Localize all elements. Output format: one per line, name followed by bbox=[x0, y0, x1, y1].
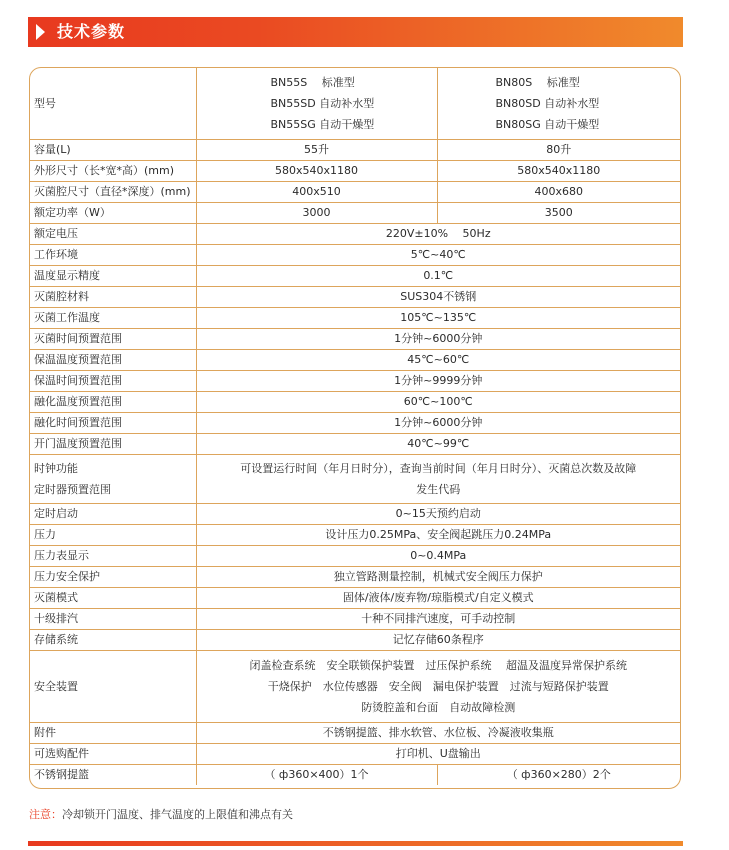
row-label: 融化温度预置范围 bbox=[30, 392, 196, 413]
table-row bbox=[30, 161, 680, 182]
row-label: 定时启动 bbox=[30, 504, 196, 525]
table-row bbox=[30, 609, 680, 630]
row-label: 保温温度预置范围 bbox=[30, 350, 196, 371]
row-value: SUS304不锈钢 bbox=[196, 287, 680, 308]
row-value: 打印机、U盘输出 bbox=[196, 744, 680, 765]
row-value bbox=[196, 651, 680, 723]
row-label: 十级排汽 bbox=[30, 609, 196, 630]
row-label: 容量(L) bbox=[30, 140, 196, 161]
section-title: 技术参数 bbox=[57, 22, 126, 41]
timer-label: 定时器预置范围 bbox=[34, 483, 111, 496]
row-value: 220V±10% 50Hz bbox=[196, 224, 680, 245]
model-list-left bbox=[196, 68, 437, 140]
clock-label: 时钟功能 bbox=[34, 462, 78, 475]
row-value-right: （ ф360×280）2个 bbox=[506, 768, 611, 781]
model-item: BN80SG 自动干燥型 bbox=[495, 118, 600, 131]
model-item: BN80S 标准型 bbox=[495, 76, 580, 89]
spec-table bbox=[30, 68, 680, 785]
row-value: 记忆存储60条程序 bbox=[196, 630, 680, 651]
row-label: 压力安全保护 bbox=[30, 567, 196, 588]
safety-line: 闭盖检查系统 安全联锁保护装置 过压保护系统 超温及温度异常保护系统 bbox=[249, 659, 627, 672]
row-label: 额定电压 bbox=[30, 224, 196, 245]
table-row bbox=[30, 203, 680, 224]
row-value-left: 3000 bbox=[196, 203, 437, 224]
table-row bbox=[30, 350, 680, 371]
row-value: 独立管路测量控制，机械式安全阀压力保护 bbox=[196, 567, 680, 588]
row-value: 1分钟~9999分钟 bbox=[196, 371, 680, 392]
table-row bbox=[30, 588, 680, 609]
table-row bbox=[30, 723, 680, 744]
table-row-clock bbox=[30, 455, 680, 504]
row-value: 1分钟~6000分钟 bbox=[196, 413, 680, 434]
row-value bbox=[196, 455, 680, 504]
row-label: 开门温度预置范围 bbox=[30, 434, 196, 455]
row-value-left: 55升 bbox=[196, 140, 437, 161]
row-label: 型号 bbox=[30, 68, 196, 140]
row-label: 灭菌时间预置范围 bbox=[30, 329, 196, 350]
row-value-left: （ ф360×400）1个 bbox=[196, 765, 437, 786]
safety-line: 干烧保护 水位传感器 安全阀 漏电保护装置 过流与短路保护装置 bbox=[267, 680, 609, 693]
table-row bbox=[30, 434, 680, 455]
row-value: 105℃~135℃ bbox=[196, 308, 680, 329]
row-label: 工作环境 bbox=[30, 245, 196, 266]
table-row bbox=[30, 287, 680, 308]
table-row bbox=[30, 765, 680, 786]
row-label: 保温时间预置范围 bbox=[30, 371, 196, 392]
row-label: 安全装置 bbox=[30, 651, 196, 723]
row-label: 存储系统 bbox=[30, 630, 196, 651]
row-value-right: 80升 bbox=[437, 140, 680, 161]
clock-line: 发生代码 bbox=[416, 483, 461, 496]
spec-table-container bbox=[29, 67, 681, 789]
row-label: 不锈钢提篮 bbox=[30, 765, 196, 786]
table-row bbox=[30, 140, 680, 161]
row-value-right: 580x540x1180 bbox=[437, 161, 680, 182]
row-label: 灭菌腔尺寸（直径*深度）(mm) bbox=[30, 182, 196, 203]
row-label: 可选购配件 bbox=[30, 744, 196, 765]
row-value: 0~0.4MPa bbox=[196, 546, 680, 567]
table-row bbox=[30, 308, 680, 329]
row-value-left: 580x540x1180 bbox=[196, 161, 437, 182]
table-row bbox=[30, 567, 680, 588]
model-item: BN55S 标准型 bbox=[270, 76, 355, 89]
row-label: 温度显示精度 bbox=[30, 266, 196, 287]
clock-line: 可设置运行时间（年月日时分），查询当前时间（年月日时分）、灭菌总次数及故障 bbox=[240, 462, 637, 475]
table-row bbox=[30, 546, 680, 567]
row-value: 1分钟~6000分钟 bbox=[196, 329, 680, 350]
table-row bbox=[30, 266, 680, 287]
note-text: 冷却锁开门温度、排气温度的上限值和沸点有关 bbox=[62, 808, 293, 821]
table-row bbox=[30, 630, 680, 651]
table-row bbox=[30, 245, 680, 266]
row-value: 固体/液体/废弃物/琼脂模式/自定义模式 bbox=[196, 588, 680, 609]
row-label: 额定功率（W） bbox=[30, 203, 196, 224]
row-label: 融化时间预置范围 bbox=[30, 413, 196, 434]
table-row bbox=[30, 371, 680, 392]
table-row bbox=[30, 744, 680, 765]
table-row bbox=[30, 224, 680, 245]
note-label: 注意： bbox=[29, 808, 62, 821]
row-value: 设计压力0.25MPa、安全阀起跳压力0.24MPa bbox=[196, 525, 680, 546]
table-row bbox=[30, 182, 680, 203]
row-value-left: 400x510 bbox=[196, 182, 437, 203]
table-row bbox=[30, 525, 680, 546]
table-row bbox=[30, 392, 680, 413]
row-value: 十种不同排汽速度，可手动控制 bbox=[196, 609, 680, 630]
table-row-model bbox=[30, 68, 680, 140]
row-label: 灭菌模式 bbox=[30, 588, 196, 609]
table-row bbox=[30, 504, 680, 525]
safety-line: 防烫腔盖和台面 自动故障检测 bbox=[361, 701, 516, 714]
row-label: 灭菌腔材料 bbox=[30, 287, 196, 308]
model-item: BN80SD 自动补水型 bbox=[495, 97, 600, 110]
footnote bbox=[29, 806, 293, 822]
table-row bbox=[30, 329, 680, 350]
row-label: 灭菌工作温度 bbox=[30, 308, 196, 329]
row-value: 0.1℃ bbox=[196, 266, 680, 287]
row-label: 外形尺寸（长*宽*高）(mm) bbox=[30, 161, 196, 182]
row-value: 45℃~60℃ bbox=[196, 350, 680, 371]
row-value: 0~15天预约启动 bbox=[196, 504, 680, 525]
row-label: 压力表显示 bbox=[30, 546, 196, 567]
row-label: 附件 bbox=[30, 723, 196, 744]
row-value: 5℃~40℃ bbox=[196, 245, 680, 266]
table-row bbox=[30, 413, 680, 434]
row-label: 压力 bbox=[30, 525, 196, 546]
model-list-right bbox=[437, 68, 680, 140]
row-value: 40℃~99℃ bbox=[196, 434, 680, 455]
footer-bar bbox=[28, 841, 683, 846]
row-value-right: 3500 bbox=[437, 203, 680, 224]
model-item: BN55SD 自动补水型 bbox=[270, 97, 375, 110]
row-label bbox=[30, 455, 196, 504]
row-value-right: 400x680 bbox=[437, 182, 680, 203]
row-value: 60℃~100℃ bbox=[196, 392, 680, 413]
row-value: 不锈钢提篮、排水软管、水位板、冷凝液收集瓶 bbox=[196, 723, 680, 744]
model-item: BN55SG 自动干燥型 bbox=[270, 118, 375, 131]
table-row-safety bbox=[30, 651, 680, 723]
arrow-right-icon bbox=[36, 24, 45, 40]
section-header-bar bbox=[28, 17, 683, 47]
